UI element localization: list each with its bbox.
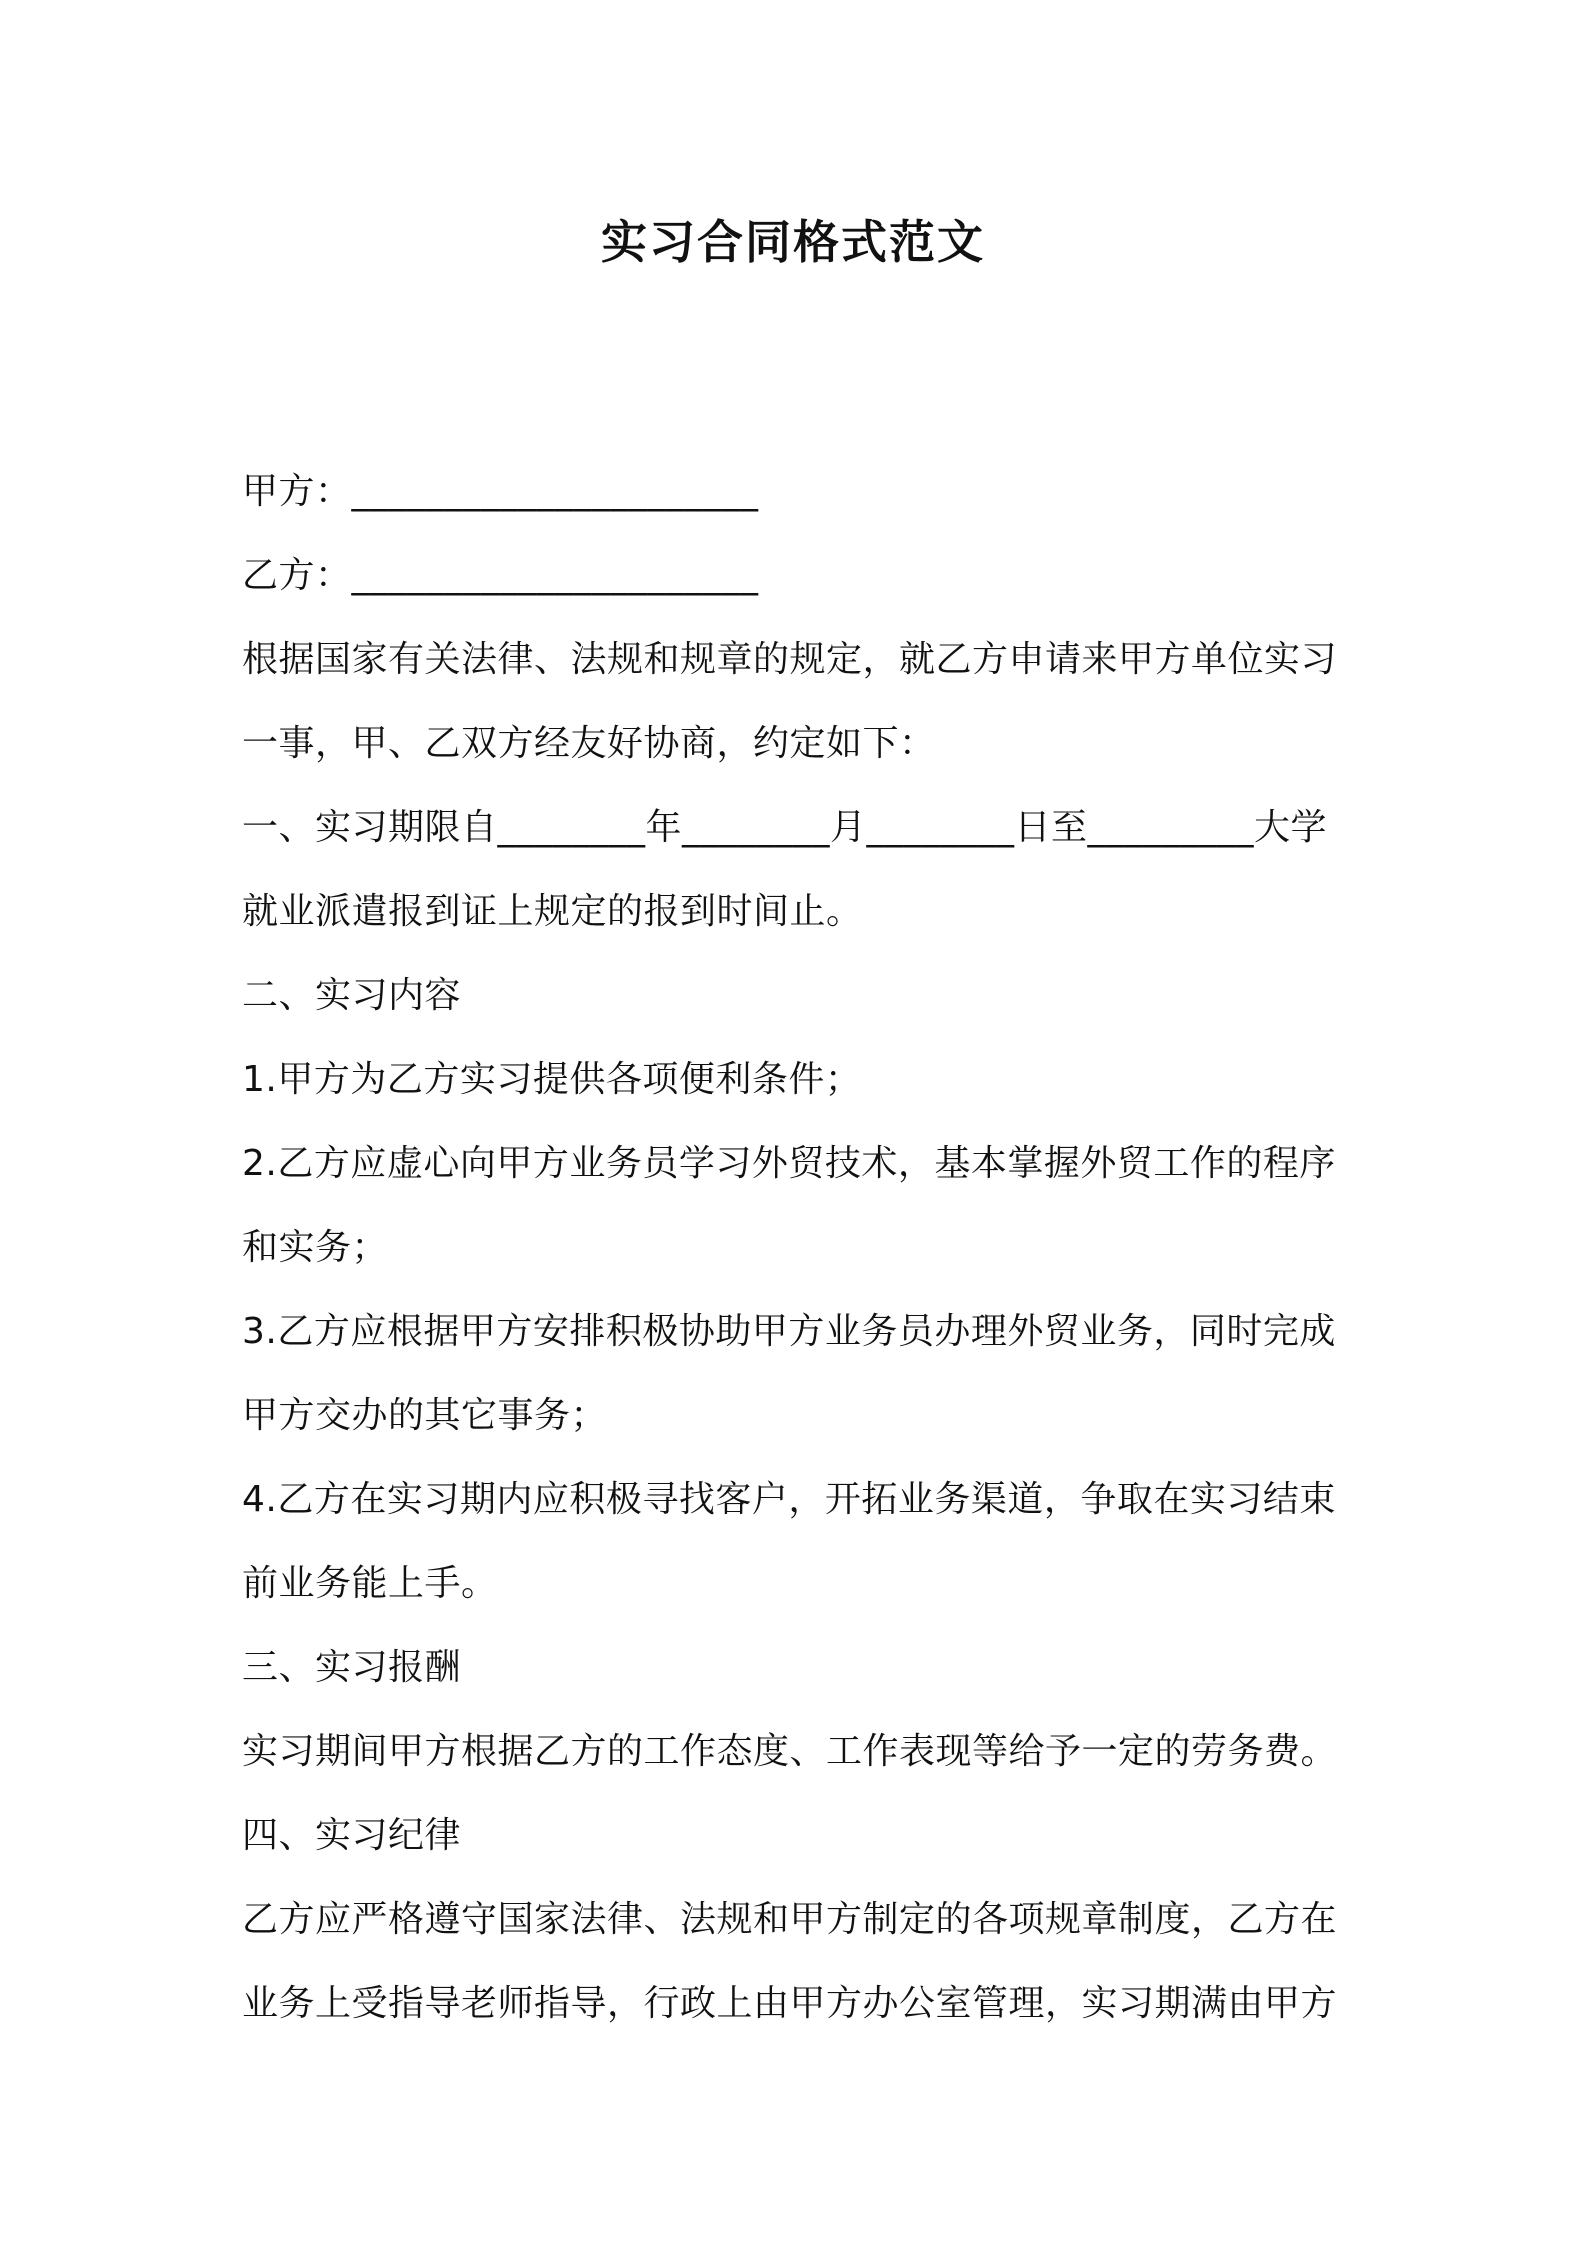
clause-line: 实习期间甲方根据乙方的工作态度、工作表现等给予一定的劳务费。 xyxy=(242,1731,1338,1772)
clause-line: 业务上受指导老师指导，行政上由甲方办公室管理，实习期满由甲方 xyxy=(242,1983,1338,2024)
clause-line: 乙方应严格遵守国家法律、法规和甲方制定的各项规章制度，乙方在 xyxy=(242,1899,1338,1940)
section-heading: 四、实习纪律 xyxy=(242,1815,462,1856)
section-heading: 二、实习内容 xyxy=(242,975,462,1016)
clause-line: 就业派遣报到证上规定的报到时间止。 xyxy=(242,891,863,932)
clause-line: 一、实习期限自________年________月________日至_________大学 xyxy=(242,807,1328,848)
clause-line: 3.乙方应根据甲方安排积极协助甲方业务员办理外贸业务，同时完成 xyxy=(242,1311,1336,1352)
section-heading: 三、实习报酬 xyxy=(242,1647,462,1688)
clause-line: 2.乙方应虚心向甲方业务员学习外贸技术，基本掌握外贸工作的程序 xyxy=(242,1143,1336,1184)
preamble-line: 一事，甲、乙双方经友好协商，约定如下： xyxy=(242,723,936,764)
party-b-line: 乙方：______________________ xyxy=(242,555,759,596)
clause-line: 甲方交办的其它事务； xyxy=(242,1395,608,1436)
preamble-line: 根据国家有关法律、法规和规章的规定，就乙方申请来甲方单位实习 xyxy=(242,639,1338,680)
clause-line: 前业务能上手。 xyxy=(242,1563,498,1604)
clause-line: 和实务； xyxy=(242,1227,389,1268)
party-a-line: 甲方：______________________ xyxy=(242,471,759,512)
clause-line: 4.乙方在实习期内应积极寻找客户，开拓业务渠道，争取在实习结束 xyxy=(242,1479,1336,1520)
document-title: 实习合同格式范文 xyxy=(601,215,985,269)
clause-line: 1.甲方为乙方实习提供各项便利条件； xyxy=(242,1059,862,1100)
document-body xyxy=(242,450,1362,2046)
